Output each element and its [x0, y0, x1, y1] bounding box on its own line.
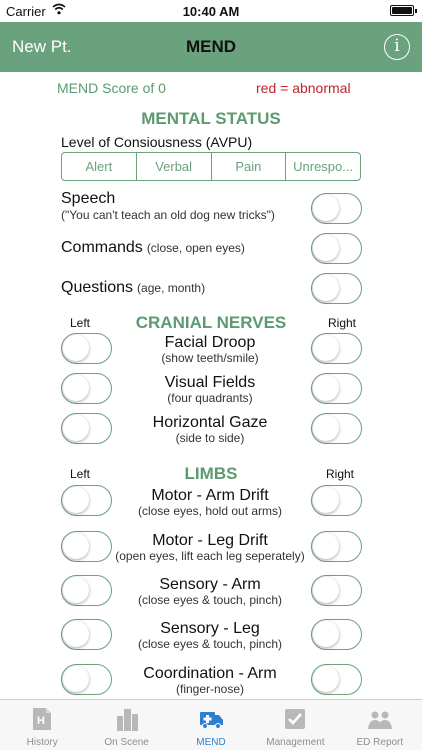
toggle-knob [313, 621, 339, 647]
toggle-knob [313, 666, 339, 692]
toggle-knob [313, 577, 339, 603]
item-title: Commands [61, 239, 143, 256]
item-title: Horizontal Gaze [152, 414, 268, 431]
speech-toggle[interactable] [311, 193, 362, 224]
new-patient-button[interactable]: New Pt. [12, 37, 72, 56]
item-title: Motor - Arm Drift [151, 487, 269, 504]
item-subtitle: (four quadrants) [167, 391, 253, 405]
segment-pain[interactable]: Pain [212, 153, 287, 180]
item-subtitle: (age, month) [137, 281, 206, 295]
toggle-knob [63, 415, 89, 441]
limb-item-coordination-arm [110, 665, 310, 696]
cranial-right-label: Right [328, 316, 357, 330]
tab-label: ED Report [356, 737, 404, 748]
clock: 10:40 AM [182, 4, 240, 19]
cranial-item-horizontal-gaze [110, 414, 310, 445]
item-title: Speech [61, 190, 116, 207]
leg-drift-right-toggle[interactable] [311, 531, 362, 562]
limbs-left-label: Left [70, 467, 91, 481]
horizontal-gaze-right-toggle[interactable] [311, 413, 362, 444]
item-subtitle: (finger-nose) [175, 682, 245, 696]
segment-verbal[interactable]: Verbal [137, 153, 212, 180]
toggle-knob [313, 375, 339, 401]
visual-fields-left-toggle[interactable] [61, 373, 112, 404]
toggle-knob [63, 577, 89, 603]
limbs-right-label: Right [326, 467, 355, 481]
cranial-left-label: Left [70, 316, 91, 330]
arm-drift-right-toggle[interactable] [311, 485, 362, 516]
mend-score: MEND Score of 0 [57, 80, 166, 96]
item-title: Sensory - Arm [159, 576, 261, 593]
toggle-knob [63, 375, 89, 401]
item-subtitle: (close eyes & touch, pinch) [137, 637, 283, 651]
checkbox-icon [282, 706, 308, 732]
item-title: Questions [61, 279, 134, 296]
tab-label: History [26, 737, 58, 748]
item-title: Coordination - Arm [143, 665, 277, 682]
segment-alert[interactable]: Alert [62, 153, 137, 180]
buildings-icon [114, 706, 140, 732]
toggle-knob [313, 533, 339, 559]
sensory-leg-left-toggle[interactable] [61, 619, 112, 650]
battery-icon [390, 5, 414, 16]
mental-item-questions [61, 279, 205, 297]
sensory-arm-left-toggle[interactable] [61, 575, 112, 606]
horizontal-gaze-left-toggle[interactable] [61, 413, 112, 444]
limb-item-sensory-leg [110, 620, 310, 651]
avpu-segmented-control [61, 152, 361, 181]
limb-item-arm-drift [110, 487, 310, 518]
loc-label: Level of Consiousness (AVPU) [61, 134, 253, 150]
tab-management[interactable] [253, 700, 337, 750]
facial-droop-right-toggle[interactable] [311, 333, 362, 364]
item-subtitle: (close eyes & touch, pinch) [137, 593, 283, 607]
tab-label: On Scene [104, 737, 149, 748]
toggle-knob [63, 335, 89, 361]
toggle-knob [63, 533, 89, 559]
questions-toggle[interactable] [311, 273, 362, 304]
arm-drift-left-toggle[interactable] [61, 485, 112, 516]
tab-ed-report[interactable] [338, 700, 422, 750]
cranial-item-facial-droop [110, 334, 310, 365]
item-title: Visual Fields [164, 374, 256, 391]
item-title: Sensory - Leg [160, 620, 260, 637]
ambulance-icon [198, 706, 224, 732]
toggle-knob [313, 487, 339, 513]
section-title-mental-status: MENTAL STATUS [141, 109, 281, 128]
item-title: Motor - Leg Drift [152, 532, 268, 549]
nav-bar [0, 22, 422, 72]
leg-drift-left-toggle[interactable] [61, 531, 112, 562]
svg-text:H: H [37, 715, 46, 727]
segment-unresponsive[interactable]: Unrespo... [293, 159, 354, 174]
item-subtitle: (close, open eyes) [146, 241, 245, 255]
info-icon[interactable]: i [384, 34, 410, 60]
status-bar [0, 0, 422, 22]
sensory-leg-right-toggle[interactable] [311, 619, 362, 650]
abnormal-legend: red = abnormal [256, 80, 351, 96]
section-title-limbs: LIMBS [184, 464, 238, 483]
people-icon [367, 706, 393, 732]
toggle-knob [313, 195, 339, 221]
sensory-arm-right-toggle[interactable] [311, 575, 362, 606]
page-title: MEND [185, 37, 237, 56]
tab-label: MEND [196, 737, 226, 748]
visual-fields-right-toggle[interactable] [311, 373, 362, 404]
item-subtitle: (side to side) [175, 431, 245, 445]
toggle-knob [63, 487, 89, 513]
toggle-knob [313, 275, 339, 301]
mental-item-speech [61, 190, 275, 222]
score-row [0, 80, 422, 96]
tab-label: Management [266, 737, 325, 748]
coordination-arm-left-toggle[interactable] [61, 664, 112, 695]
tab-history[interactable] [0, 700, 84, 750]
section-title-cranial-nerves: CRANIAL NERVES [135, 313, 287, 332]
item-subtitle: ("You can't teach an old dog new tricks") [61, 208, 275, 222]
tab-mend[interactable] [169, 700, 253, 750]
limb-item-leg-drift [110, 532, 310, 563]
facial-droop-left-toggle[interactable] [61, 333, 112, 364]
carrier-label: Carrier [6, 4, 46, 19]
item-subtitle: (close eyes, hold out arms) [137, 504, 283, 518]
toggle-knob [313, 415, 339, 441]
toggle-knob [63, 666, 89, 692]
item-subtitle: (show teeth/smile) [161, 351, 259, 365]
toggle-knob [63, 621, 89, 647]
limb-item-sensory-arm [110, 576, 310, 607]
item-subtitle: (open eyes, lift each leg seperately) [115, 549, 305, 563]
tab-bar [0, 699, 422, 750]
coordination-arm-right-toggle[interactable] [311, 664, 362, 695]
cranial-item-visual-fields [110, 374, 310, 405]
tab-on-scene[interactable] [84, 700, 168, 750]
history-icon [29, 706, 55, 732]
toggle-knob [313, 235, 339, 261]
item-title: Facial Droop [164, 334, 256, 351]
commands-toggle[interactable] [311, 233, 362, 264]
mental-item-commands [61, 239, 245, 257]
toggle-knob [313, 335, 339, 361]
